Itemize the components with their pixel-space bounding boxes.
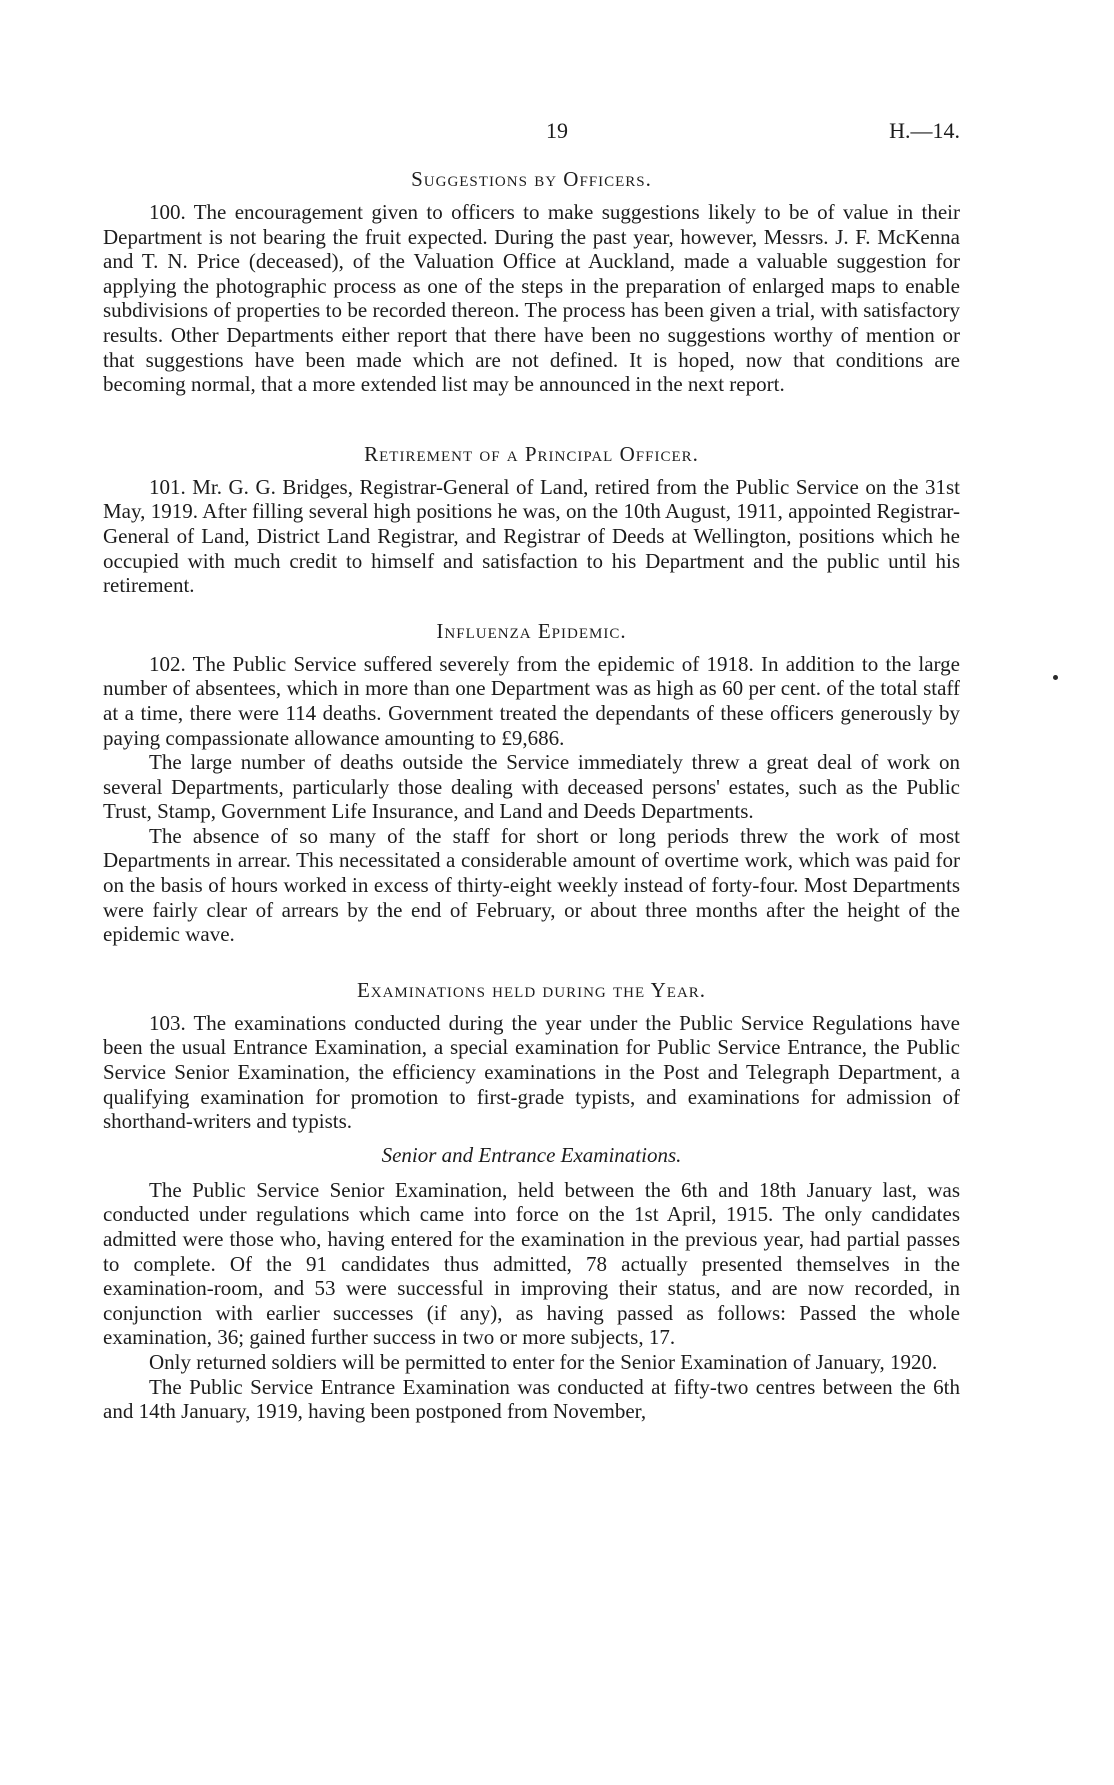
margin-dot-mark <box>1053 675 1058 680</box>
paragraph-entrance-examination: The Public Service Entrance Examination was conducted at fifty-two centres between the 6th and 14th January, 1919, having been postponed from November, <box>103 1374 960 1424</box>
paragraph-returned-soldiers: Only returned soldiers will be permitted to enter for the Senior Examination of January, 1920. <box>149 1349 938 1374</box>
paragraph-senior-examination: The Public Service Senior Examination, held between the 6th and 18th January last, was conducted under regulations which came into force on the 1st April, 1915. The only candidates admitted were those who, having entered for the examination in the previous year, had partial passes to complete. Of the 91 candidates thus admitted, 78 actually presented themselves in the examination-room, and 53 were successful in improving their status, and are now recorded, in conjunction with earlier successes (if any), as having passed as follows: Passed the whole examination, 36; gained further success in two or more subjects, 17. <box>103 1177 960 1350</box>
paragraph-103: 103. The examinations conducted during the year under the Public Service Regulations have been the usual Entrance Examination, a special examination for Public Service Entrance, the Public Service Senior Examination, the efficiency examinations in the Post and Telegraph Department, a qualifying examination for promotion to first-grade typists, and examinations for admission of shorthand-writers and typists. <box>103 1010 960 1134</box>
section-heading-examinations: Examinations held during the Year. <box>356 977 707 1002</box>
paragraph-100: 100. The encouragement given to officers to make suggestions likely to be of value in their Department is not bearing the fruit expected. During the past year, however, Messrs. J. F. McKenna and T. N. Price (deceased), of the Valuation Office at Auckland, made a valuable suggestion for applying the photographic process as one of the steps in the preparation of enlarged maps to enable subdivisions of properties to be recorded thereon. The process has been given a trial, with satisfactory results. Other Departments either report that there have been no suggestions worthy of mention or that suggestions have been made which are not defined. It is hoped, now that conditions are becoming normal, that a more extended list may be announced in the next report. <box>103 200 960 397</box>
page-number: 19 <box>546 118 568 143</box>
paragraph-101: 101. Mr. G. G. Bridges, Registrar-General of Land, retired from the Public Service on the 31st May, 1919. After filling several high positions he was, on the 10th August, 1911, appointed Registrar-General of Land, District Land Registrar, and Registrar of Deeds at Wellington, positions which he occupied with much credit to himself and satisfaction to his Department and the public until his retirement. <box>103 474 960 598</box>
paragraph-102-deaths: The large number of deaths outside the Service immediately threw a great deal of work on several Departments, particularly those dealing with deceased persons' estates, such as the Public Trust, Stamp, Government Life Insurance, and Land and Deeds Departments. <box>103 750 960 824</box>
document-reference: H.—14. <box>889 118 960 143</box>
paragraph-102-arrears: The absence of so many of the staff for short or long periods threw the work of most Departments in arrear. This necessitated a considerable amount of overtime work, which was paid for on the basis of hours worked in excess of thirty-eight weekly instead of forty-four. Most Departments were fairly clear of arrears by the end of February, or about three months after the height of the epidemic wave. <box>103 823 960 947</box>
page-body <box>103 166 960 1424</box>
subheading-senior-entrance: Senior and Entrance Examinations. <box>381 1142 682 1167</box>
section-heading-influenza: Influenza Epidemic. <box>436 618 627 643</box>
section-heading-suggestions: Suggestions by Officers. <box>411 167 652 191</box>
section-heading-retirement: Retirement of a Principal Officer. <box>364 441 699 466</box>
paragraph-102: 102. The Public Service suffered severely from the epidemic of 1918. In addition to the large number of absentees, which in more than one Department was as high as 60 per cent. of the total staff at a time, there were 114 deaths. Government treated the dependants of these officers generously by paying compassionate allowance amounting to £9,686. <box>103 651 960 750</box>
